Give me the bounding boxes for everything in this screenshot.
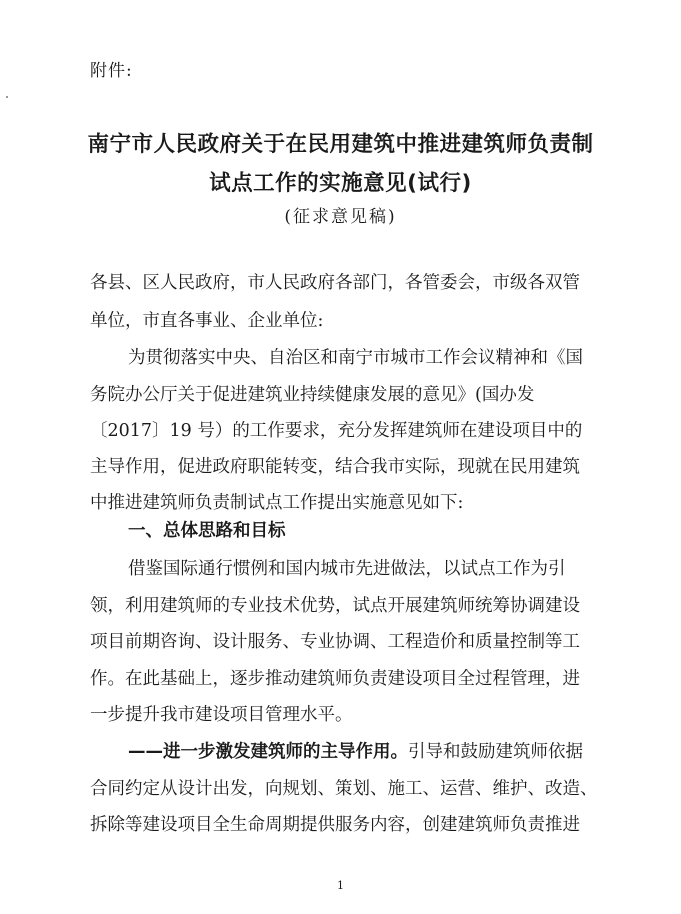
point1-line-3: 拆除等建设项目全生命周期提供服务内容，创建建筑师负责推进: [90, 815, 580, 835]
section1-line-3: 项目前期咨询、设计服务、专业协调、工程造价和质量控制等工: [90, 632, 580, 652]
point1-line-1: [128, 744, 583, 762]
section1-line-1: 借鉴国际通行惯例和国内城市先进做法，以试点工作为引: [128, 559, 566, 579]
intro-line-5: 中推进建筑师负责制试点工作提出实施意见如下:: [90, 493, 464, 513]
section1-line-2: 领，利用建筑师的专业技术优势，试点开展建筑师统筹协调建设: [90, 596, 580, 616]
addressee-line-2: 单位，市直各事业、企业单位:: [90, 311, 324, 331]
page-number: 1: [337, 879, 344, 892]
intro-line-3: 〔2017〕19 号）的工作要求，充分发挥建筑师在建设项目中的: [90, 421, 583, 441]
point1-bold-lead: ——进一步激发建筑师的主导作用。: [128, 742, 408, 762]
intro-line-1: 为贯彻落实中央、自治区和南宁市城市工作会议精神和《国: [128, 348, 583, 368]
scan-mark: [6, 96, 8, 98]
intro-line-4: 主导作用，促进政府职能转变，结合我市实际，现就在民用建筑: [90, 457, 580, 477]
section1-line-4: 作。在此基础上，逐步推动建筑师负责建设项目全过程管理，进: [90, 669, 580, 689]
intro-line-2: 务院办公厅关于促进建筑业持续健康发展的意见》(国办发: [90, 385, 535, 405]
document-title-line-1: 南宁市人民政府关于在民用建筑中推进建筑师负责制: [87, 132, 594, 157]
point1-line-2: 合同约定从设计出发，向规划、策划、施工、运营、维护、改造、: [90, 779, 598, 799]
section1-line-5: 一步提升我市建设项目管理水平。: [90, 705, 353, 725]
point1-rest: 引导和鼓励建筑师依据: [408, 742, 583, 762]
addressee-line-1: 各县、区人民政府，市人民政府各部门，各管委会，市级各双管: [90, 273, 580, 293]
attachment-label: 附件:: [90, 61, 133, 81]
section-heading-1: 一、总体思路和目标: [128, 521, 286, 541]
document-title-line-2: 试点工作的实施意见(试行): [209, 171, 472, 196]
document-subtitle: (征求意见稿): [284, 207, 397, 227]
